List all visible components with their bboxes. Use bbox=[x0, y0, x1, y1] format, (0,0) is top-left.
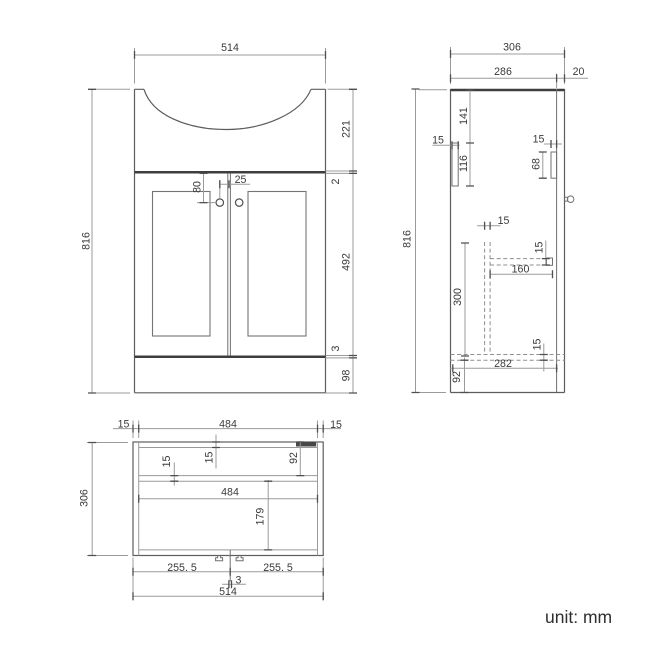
dim-side-batten-thickness: 15 bbox=[432, 134, 444, 147]
plan-knob-right bbox=[236, 556, 243, 561]
dim-side-door-batten-height: 68 bbox=[530, 158, 543, 170]
dim-side-depth: 306 bbox=[503, 41, 521, 54]
door-gap-lines bbox=[228, 173, 231, 355]
dim-side-bottom-width: 282 bbox=[494, 357, 512, 370]
dim-side-bottom-thickness: 15 bbox=[531, 338, 544, 351]
dim-plan-door-gap: 3 bbox=[235, 574, 242, 587]
dim-front-handle-gap: 25 bbox=[234, 173, 247, 186]
basin-curve bbox=[144, 89, 311, 129]
plan-view bbox=[79, 418, 342, 600]
right-door-panel bbox=[248, 192, 306, 337]
dim-plan-door-right: 255. 5 bbox=[263, 561, 293, 574]
dim-side-shelf-depth: 160 bbox=[511, 263, 530, 276]
right-handle bbox=[236, 199, 243, 206]
plan-dim-lines bbox=[92, 429, 341, 597]
dim-plan-inner-depth: 179 bbox=[254, 507, 267, 526]
dim-plan-inner-width2: 484 bbox=[221, 486, 239, 499]
plan-batten-block bbox=[296, 442, 316, 447]
dim-side-divider-height: 300 bbox=[452, 288, 464, 306]
dim-front-plinth-height: 98 bbox=[340, 369, 353, 382]
dim-side-divider-thickness: 15 bbox=[497, 214, 510, 227]
dim-plan-width: 514 bbox=[219, 586, 237, 598]
dim-plan-wall-left: 15 bbox=[117, 418, 130, 431]
dim-plan-inner-width: 484 bbox=[219, 418, 237, 431]
dim-side-height: 816 bbox=[401, 230, 414, 248]
dim-side-batten-down: 141 bbox=[457, 107, 470, 125]
dim-plan-rail-thickness: 15 bbox=[161, 455, 174, 468]
side-knob-ball bbox=[567, 196, 574, 203]
dim-side-shelf-thickness: 15 bbox=[533, 241, 546, 254]
dim-plan-back-thickness: 15 bbox=[203, 451, 216, 464]
side-view bbox=[402, 42, 589, 393]
dim-plan-wall-right: 15 bbox=[330, 418, 342, 431]
dim-front-gap-bottom: 3 bbox=[330, 345, 342, 352]
dim-side-carcass: 286 bbox=[494, 65, 512, 78]
dim-side-door-thickness: 20 bbox=[572, 65, 585, 78]
front-dim-ticks bbox=[88, 51, 357, 393]
left-door-panel bbox=[153, 192, 211, 337]
dim-front-width: 514 bbox=[221, 42, 239, 54]
unit-note: unit: mm bbox=[545, 607, 613, 627]
front-ext-lines bbox=[96, 48, 357, 393]
dim-front-handle-down: 80 bbox=[191, 181, 204, 193]
dim-plan-basin-zone: 92 bbox=[288, 452, 300, 464]
dim-front-height: 816 bbox=[80, 232, 93, 250]
front-dim-lines bbox=[92, 55, 353, 393]
dim-side-batten-height: 116 bbox=[457, 155, 470, 172]
dim-side-plinth-height: 92 bbox=[451, 371, 463, 383]
front-view bbox=[81, 42, 358, 393]
left-handle bbox=[216, 199, 223, 206]
door-batten bbox=[551, 152, 557, 178]
dim-plan-door-left: 255. 5 bbox=[167, 561, 197, 574]
side-outline bbox=[451, 89, 565, 393]
plan-dim-ticks bbox=[88, 425, 323, 601]
dim-front-gap-top: 2 bbox=[330, 178, 342, 185]
side-hidden-lines bbox=[451, 242, 565, 360]
dim-front-door-height: 492 bbox=[340, 253, 353, 271]
dim-side-door-batten-thickness: 15 bbox=[532, 133, 545, 146]
dim-plan-depth: 306 bbox=[78, 489, 91, 507]
dim-front-basin-height: 221 bbox=[340, 120, 353, 138]
plan-knob-left bbox=[216, 556, 223, 561]
